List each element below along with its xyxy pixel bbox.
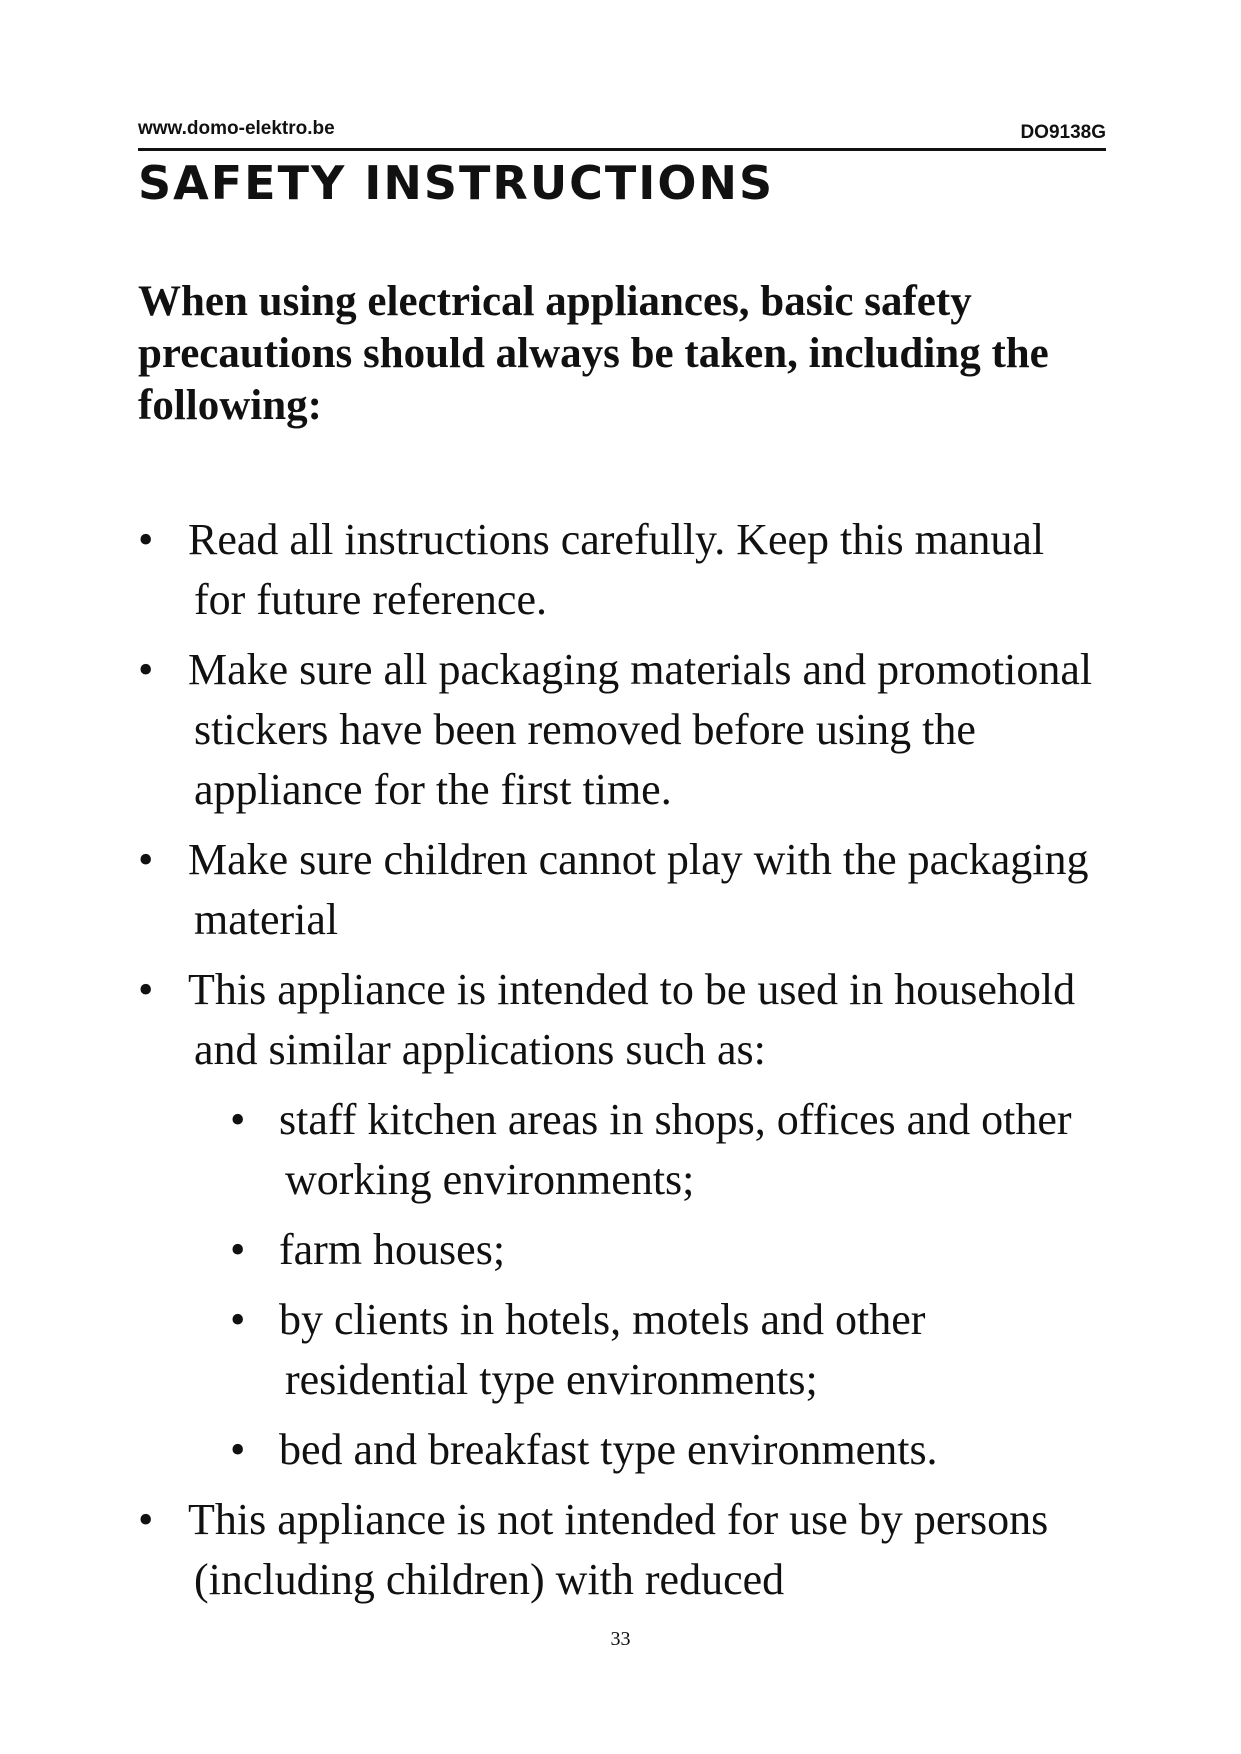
bullet-icon: • (138, 645, 154, 694)
website-url: www.domo-elektro.be (138, 118, 335, 139)
list-item (138, 960, 1098, 1080)
list-item (138, 830, 1098, 950)
list-item-text: This appliance is intended to be used in household and similar applications such as: (188, 965, 1076, 1074)
list-item (138, 510, 1098, 630)
list-item-text: Make sure children cannot play with the packaging material (188, 835, 1089, 944)
sub-list-item-text: by clients in hotels, motels and other residential type environments; (279, 1295, 926, 1404)
bullet-icon: • (138, 1495, 154, 1544)
bullet-icon: • (230, 1295, 246, 1344)
sub-list-item-text: bed and breakfast type environments. (279, 1425, 938, 1474)
page-number: 33 (610, 1628, 631, 1650)
bullet-icon: • (230, 1225, 246, 1274)
model-number: DO9138G (1020, 122, 1106, 143)
intro-paragraph: When using electrical appliances, basic safety precautions should always be taken, including the following: (138, 278, 1049, 429)
page-header (138, 118, 1106, 151)
list-item-text: Read all instructions carefully. Keep this manual for future reference. (188, 515, 1045, 624)
sub-list-item-text: farm houses; (279, 1225, 506, 1274)
list-item-text: This appliance is not intended for use by persons (including children) with reduced (188, 1495, 1049, 1604)
bullet-icon: • (138, 965, 154, 1014)
bullet-icon: • (230, 1425, 246, 1474)
safety-list (138, 510, 1098, 1620)
sub-list-item (138, 1420, 1098, 1480)
list-item-text: Make sure all packaging materials and promotional stickers have been removed before using the appliance for the first time. (188, 645, 1093, 814)
bullet-icon: • (138, 515, 154, 564)
bullet-icon: • (230, 1095, 246, 1144)
list-item (138, 1490, 1098, 1610)
list-item (138, 640, 1098, 820)
sub-list-item (138, 1090, 1098, 1210)
sub-list-item (138, 1290, 1098, 1410)
section-title: SAFETY INSTRUCTIONS (138, 156, 775, 210)
sub-list-item (138, 1220, 1098, 1280)
bullet-icon: • (138, 835, 154, 884)
sub-list-item-text: staff kitchen areas in shops, offices and other working environments; (279, 1095, 1072, 1204)
